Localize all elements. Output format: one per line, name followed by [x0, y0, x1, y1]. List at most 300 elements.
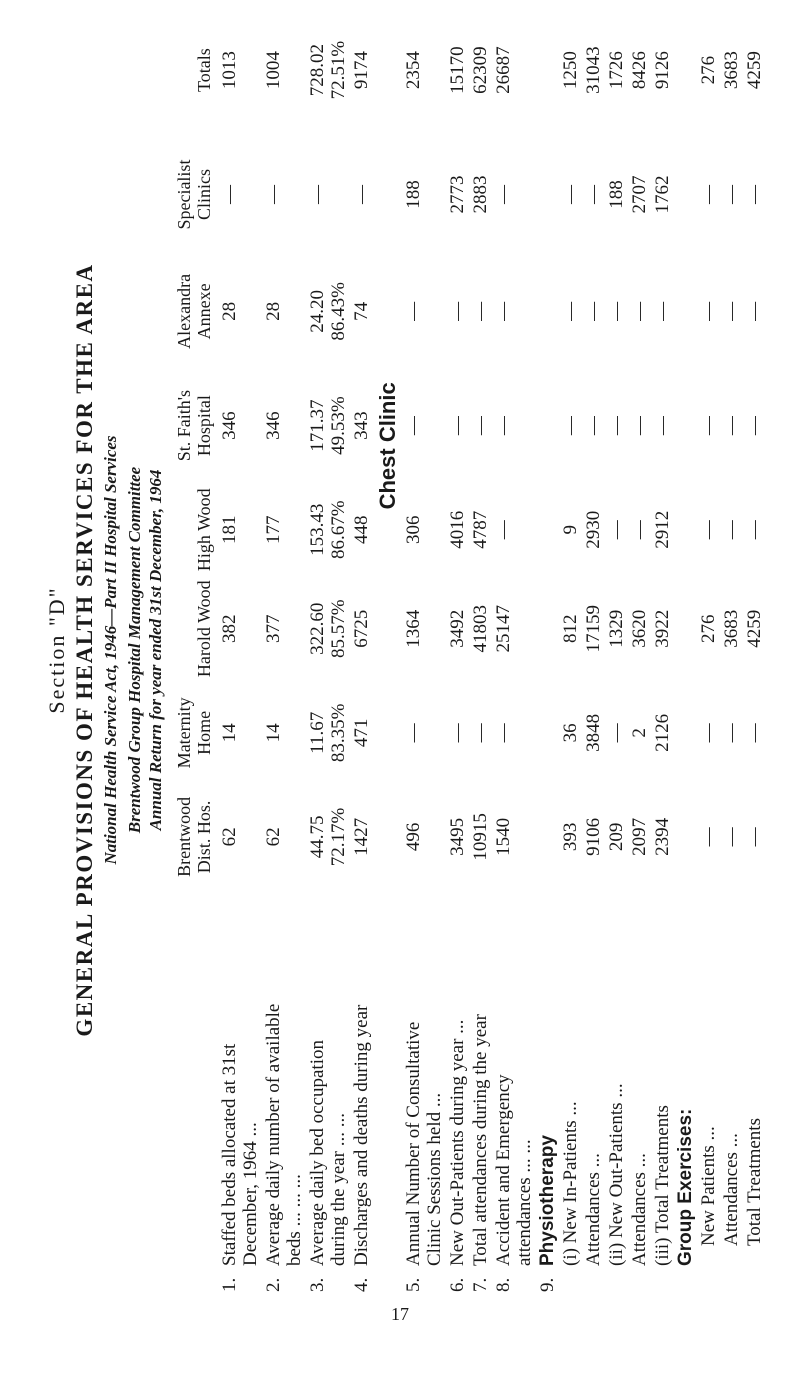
- row-label-line: Staffed beds allocated at 31st: [219, 1043, 240, 1266]
- cell-value: 1250: [560, 51, 581, 90]
- cell-line: —: [403, 416, 424, 436]
- cell-value: —: [583, 416, 604, 436]
- cell-line: 1427: [351, 817, 372, 856]
- cell-line: —: [263, 185, 284, 205]
- cell-value: —: [698, 723, 719, 743]
- cell-value: [469, 4, 492, 136]
- cell-value: [492, 136, 536, 253]
- cell-line: —: [493, 723, 514, 743]
- cell-value: [446, 136, 469, 253]
- cell-line: 62: [263, 827, 284, 847]
- row-label-line: Discharges and deaths during year: [351, 1004, 372, 1266]
- cell-line: —: [307, 185, 328, 205]
- cell-value: [402, 680, 446, 787]
- cell-line: —: [447, 301, 468, 321]
- table-row: [446, 4, 469, 1294]
- cell-value: —: [744, 520, 765, 540]
- row-label-line: Annual Number of Consultative: [403, 1021, 424, 1266]
- row-label: [628, 888, 651, 1294]
- cell-line: 28: [263, 301, 284, 321]
- cell-line: 85.57%: [328, 599, 349, 659]
- cell-line: 49.53%: [328, 396, 349, 455]
- row-label: [605, 888, 628, 1294]
- cell-value: —: [721, 520, 742, 540]
- cell-value: [446, 481, 469, 577]
- cell-value: —: [698, 185, 719, 205]
- cell-line: —: [403, 723, 424, 743]
- cell-value: —: [606, 301, 627, 321]
- row-label-line: during the year ... ...: [328, 1112, 349, 1266]
- empty-cell: [536, 370, 559, 482]
- cell-value: 2097: [629, 817, 650, 856]
- cell-value: [262, 786, 306, 888]
- cell-value: [218, 136, 262, 253]
- cell-line: 86.43%: [328, 282, 349, 341]
- row-label-line: Accident and Emergency: [493, 1074, 514, 1266]
- cell-value: [306, 4, 350, 136]
- cell-line: —: [351, 185, 372, 205]
- cell-value: 393: [560, 822, 581, 852]
- cell-value: 17159: [583, 604, 604, 653]
- row-label-line: Attendances ...: [721, 1133, 742, 1246]
- empty-cell: [674, 136, 697, 253]
- table-row: [350, 4, 373, 1294]
- cell-line: 74: [351, 301, 372, 321]
- cell-value: 2707: [629, 175, 650, 214]
- cell-line: 1013: [219, 51, 240, 90]
- cell-value: [306, 253, 350, 370]
- cell-line: 62: [219, 827, 240, 847]
- cell-value: [469, 578, 492, 680]
- table-row: [262, 4, 306, 1294]
- cell-value: [469, 680, 492, 787]
- cell-line: 382: [219, 614, 240, 643]
- cell-line: 4787: [470, 510, 491, 549]
- cell-line: 346: [219, 411, 240, 440]
- row-label-line: Average daily bed occupation: [307, 1040, 328, 1266]
- cell-value: [492, 680, 536, 787]
- cell-line: 14: [263, 723, 284, 743]
- row-label: [262, 888, 306, 1294]
- cell-value: —: [560, 416, 581, 436]
- cell-value: [492, 786, 536, 888]
- cell-value: 1726: [606, 51, 627, 90]
- cell-line: 471: [351, 718, 372, 748]
- committee-name: Brentwood Group Hospital Management Committee: [125, 466, 144, 834]
- cell-line: 346: [263, 411, 284, 440]
- cell-value: [262, 253, 306, 370]
- cell-value: —: [652, 416, 673, 436]
- table-row: [402, 4, 446, 1294]
- title-block: [44, 0, 166, 1300]
- cell-line: 1004: [263, 51, 284, 90]
- cell-value: 2912: [652, 510, 673, 549]
- row-label: [218, 888, 262, 1294]
- cell-value: 3922: [652, 609, 673, 648]
- cell-value: 2126: [652, 713, 673, 752]
- cell-line: —: [403, 301, 424, 321]
- cell-line: 448: [351, 515, 372, 544]
- cell-value: [262, 136, 306, 253]
- cell-value: [262, 370, 306, 482]
- row-number: 6.: [447, 1277, 468, 1292]
- physiotherapy-statistics: [536, 4, 766, 1294]
- cell-value: [262, 578, 306, 680]
- cell-value: —: [698, 827, 719, 847]
- cell-line: —: [219, 185, 240, 205]
- row-label: [402, 888, 446, 1294]
- cell-value: —: [721, 416, 742, 436]
- cell-value: 9106: [583, 817, 604, 856]
- cell-value: —: [629, 520, 650, 540]
- row-label: [469, 888, 492, 1294]
- cell-value: [492, 578, 536, 680]
- row-number: 1.: [219, 1277, 240, 1292]
- cell-line: 72.17%: [328, 807, 349, 867]
- cell-value: —: [560, 185, 581, 205]
- row-label-line: attendances ... ...: [514, 1139, 535, 1266]
- cell-value: [306, 481, 350, 577]
- cell-value: [492, 253, 536, 370]
- cell-value: —: [583, 185, 604, 205]
- cell-value: [469, 481, 492, 577]
- cell-value: —: [560, 301, 581, 321]
- cell-value: 3620: [629, 609, 650, 648]
- cell-value: [402, 253, 446, 370]
- cell-value: [402, 578, 446, 680]
- cell-line: 181: [219, 515, 240, 544]
- row-number: 4.: [351, 1277, 372, 1292]
- outpatient-statistics: [402, 4, 536, 1294]
- row-label-line: New Out-Patients during year ...: [447, 1019, 468, 1266]
- col-header: Harold Wood: [194, 580, 214, 678]
- cell-value: 9126: [652, 51, 673, 90]
- cell-line: 2773: [447, 175, 468, 214]
- empty-cell: [536, 680, 559, 787]
- cell-value: —: [606, 723, 627, 743]
- table-row: [469, 4, 492, 1294]
- cell-line: —: [493, 520, 514, 540]
- cell-line: 44.75: [307, 815, 328, 859]
- cell-line: 86.67%: [328, 500, 349, 559]
- cell-value: [218, 786, 262, 888]
- row-label-line: beds ... ... ...: [284, 1174, 305, 1266]
- cell-value: [402, 481, 446, 577]
- cell-value: —: [744, 827, 765, 847]
- document-title: GENERAL PROVISIONS OF HEALTH SERVICES FOR THE AREA: [72, 263, 97, 1037]
- column-header-row: [174, 4, 218, 1294]
- cell-value: [306, 136, 350, 253]
- row-label: [582, 888, 605, 1294]
- cell-value: —: [744, 301, 765, 321]
- empty-cell: [674, 4, 697, 136]
- cell-line: 3492: [447, 609, 468, 648]
- cell-line: 188: [403, 180, 424, 209]
- cell-value: —: [744, 723, 765, 743]
- cell-value: —: [698, 520, 719, 540]
- cell-line: 2883: [470, 175, 491, 214]
- cell-value: [469, 136, 492, 253]
- physio-heading-row: [536, 4, 559, 1294]
- cell-value: [218, 4, 262, 136]
- cell-value: —: [721, 185, 742, 205]
- cell-line: 4016: [447, 510, 468, 549]
- cell-value: [446, 4, 469, 136]
- cell-line: —: [447, 416, 468, 436]
- cell-value: [492, 481, 536, 577]
- cell-value: 812: [560, 614, 581, 643]
- cell-line: 1540: [493, 817, 514, 856]
- cell-line: —: [470, 301, 491, 321]
- cell-line: 171.37: [307, 399, 328, 452]
- cell-line: 24.20: [307, 289, 328, 333]
- group-heading-row: [674, 4, 697, 1294]
- cell-line: 14: [219, 723, 240, 743]
- row-label: [492, 888, 536, 1294]
- col-header: St. Faith's Hospital: [174, 389, 214, 462]
- row-number: 2.: [263, 1277, 284, 1292]
- chest-clinic-section: [373, 4, 402, 1294]
- cell-value: [402, 786, 446, 888]
- row-label: [559, 888, 582, 1294]
- chest-clinic-heading: Chest Clinic: [375, 382, 400, 510]
- cell-value: [350, 680, 373, 787]
- table-row: [306, 4, 350, 1294]
- cell-line: 11.67: [307, 711, 328, 754]
- cell-line: 9174: [351, 51, 372, 90]
- cell-value: [469, 786, 492, 888]
- cell-value: [262, 680, 306, 787]
- col-header: Brentwood Dist. Hos.: [174, 796, 214, 877]
- empty-cell: [536, 578, 559, 680]
- row-label: [350, 888, 373, 1294]
- cell-value: [446, 680, 469, 787]
- cell-value: [350, 4, 373, 136]
- return-period: Annual Return for year ended 31st December, 1964: [146, 469, 165, 831]
- cell-line: 322.60: [307, 602, 328, 655]
- hospital-return-table: [174, 4, 766, 1294]
- section-label: Section "D": [44, 586, 69, 714]
- cell-value: 4259: [744, 51, 765, 90]
- cell-value: —: [744, 416, 765, 436]
- cell-line: 1364: [403, 609, 424, 648]
- cell-value: —: [721, 723, 742, 743]
- cell-value: [402, 4, 446, 136]
- cell-value: [218, 680, 262, 787]
- cell-line: —: [470, 723, 491, 743]
- row-label-line: New Patients ...: [698, 1126, 719, 1246]
- table-row: [720, 4, 743, 1294]
- row-label: [446, 888, 469, 1294]
- row-label-line: December, 1964 ...: [240, 1122, 261, 1266]
- row-number: 8.: [493, 1277, 514, 1292]
- table-row: [697, 4, 720, 1294]
- cell-value: [402, 136, 446, 253]
- row-label: [651, 888, 674, 1294]
- cell-value: [350, 253, 373, 370]
- col-header: Alexandra Annexe: [174, 273, 214, 349]
- row-label-line: Average daily number of available: [263, 1003, 284, 1266]
- physio-title: Physiotherapy: [537, 1135, 558, 1266]
- cell-value: [262, 4, 306, 136]
- row-label-line: Clinic Sessions held ...: [424, 1092, 445, 1266]
- row-number: 3.: [307, 1277, 328, 1292]
- row-label-line: Attendances ...: [629, 1153, 650, 1266]
- row-number: 9.: [537, 1277, 558, 1292]
- cell-value: 2: [629, 728, 650, 738]
- cell-value: [218, 253, 262, 370]
- cell-line: 62309: [470, 46, 491, 94]
- col-header: High Wood: [194, 488, 214, 572]
- cell-value: —: [606, 416, 627, 436]
- cell-line: 72.51%: [328, 40, 349, 100]
- cell-value: 31043: [583, 46, 604, 94]
- cell-value: —: [629, 416, 650, 436]
- cell-line: —: [447, 723, 468, 743]
- empty-cell: [674, 578, 697, 680]
- cell-value: 276: [698, 614, 719, 643]
- cell-value: —: [721, 827, 742, 847]
- cell-line: —: [470, 416, 491, 436]
- cell-value: [492, 4, 536, 136]
- empty-cell: [674, 786, 697, 888]
- cell-value: [446, 253, 469, 370]
- cell-line: 377: [263, 614, 284, 643]
- row-label-line: Total Treatments: [744, 1118, 765, 1246]
- table-row: [605, 4, 628, 1294]
- cell-value: [492, 370, 536, 482]
- cell-value: 1762: [652, 175, 673, 214]
- group-title: Group Exercises:: [675, 1108, 696, 1266]
- cell-value: 209: [606, 822, 627, 852]
- row-label-line: (iii) Total Treatments: [652, 1105, 673, 1266]
- cell-line: 26687: [493, 46, 514, 94]
- empty-cell: [536, 253, 559, 370]
- cell-line: 41803: [470, 604, 491, 653]
- rotated-page: [40, 0, 765, 1300]
- empty-cell: [674, 680, 697, 787]
- bed-statistics: [218, 4, 373, 1294]
- cell-value: [469, 253, 492, 370]
- cell-value: 1329: [606, 609, 627, 648]
- cell-value: 2394: [652, 817, 673, 856]
- empty-cell: [674, 253, 697, 370]
- cell-value: 3683: [721, 51, 742, 90]
- empty-cell: [674, 370, 697, 482]
- cell-value: [218, 578, 262, 680]
- cell-value: [446, 370, 469, 482]
- cell-value: [446, 786, 469, 888]
- cell-value: [306, 786, 350, 888]
- col-header: Totals: [194, 48, 214, 92]
- table-row: [218, 4, 262, 1294]
- row-label-line: (i) New In-Patients ...: [560, 1101, 581, 1266]
- cell-value: 8426: [629, 51, 650, 90]
- document-subtitle: National Health Service Act, 1946—Part II Hospital Services: [101, 435, 120, 865]
- label-header: [174, 888, 218, 1294]
- table-row: [651, 4, 674, 1294]
- cell-line: 15170: [447, 46, 468, 94]
- cell-line: 306: [403, 515, 424, 544]
- cell-value: [350, 370, 373, 482]
- cell-value: 3848: [583, 713, 604, 752]
- cell-value: [350, 481, 373, 577]
- cell-line: —: [493, 185, 514, 205]
- cell-value: —: [606, 520, 627, 540]
- cell-value: 9: [560, 524, 581, 535]
- col-header: Maternity Home: [174, 697, 214, 769]
- cell-value: [306, 680, 350, 787]
- cell-value: [306, 578, 350, 680]
- cell-value: [306, 370, 350, 482]
- group-heading: [674, 888, 697, 1294]
- empty-cell: [536, 4, 559, 136]
- cell-line: 28: [219, 301, 240, 321]
- empty-cell: [536, 481, 559, 577]
- cell-value: [402, 370, 446, 482]
- cell-value: 4259: [744, 609, 765, 648]
- empty-cell: [536, 136, 559, 253]
- cell-line: —: [493, 301, 514, 321]
- cell-value: [469, 370, 492, 482]
- cell-line: 153.43: [307, 503, 328, 556]
- cell-value: [446, 578, 469, 680]
- row-label: [306, 888, 350, 1294]
- cell-line: 10915: [470, 813, 491, 861]
- cell-value: —: [744, 185, 765, 205]
- cell-value: 276: [698, 55, 719, 85]
- cell-value: —: [583, 301, 604, 321]
- table-row: [492, 4, 536, 1294]
- table-row: [628, 4, 651, 1294]
- cell-line: —: [493, 416, 514, 436]
- row-label: [697, 888, 720, 1294]
- cell-line: 496: [403, 822, 424, 852]
- cell-value: 36: [560, 723, 581, 743]
- cell-value: 2930: [583, 510, 604, 549]
- cell-value: [218, 370, 262, 482]
- col-header: Specialist Clinics: [174, 159, 214, 230]
- cell-value: —: [698, 416, 719, 436]
- page-number: 17: [391, 1304, 409, 1324]
- empty-cell: [674, 481, 697, 577]
- row-label: [743, 888, 766, 1294]
- cell-line: 83.35%: [328, 703, 349, 763]
- row-label: [720, 888, 743, 1294]
- empty-cell: [536, 786, 559, 888]
- table-row: [559, 4, 582, 1294]
- row-label-line: Total attendances during the year: [470, 1014, 491, 1266]
- cell-value: [350, 786, 373, 888]
- cell-value: [218, 481, 262, 577]
- cell-value: [350, 136, 373, 253]
- physio-heading: [536, 888, 559, 1294]
- cell-line: 177: [263, 515, 284, 544]
- cell-value: —: [652, 301, 673, 321]
- cell-line: 6725: [351, 609, 372, 648]
- cell-line: 343: [351, 411, 372, 440]
- cell-value: —: [629, 301, 650, 321]
- cell-line: 728.02: [307, 43, 328, 97]
- cell-line: 3495: [447, 817, 468, 856]
- row-number: 5.: [403, 1277, 424, 1292]
- cell-value: 3683: [721, 609, 742, 648]
- cell-value: —: [721, 301, 742, 321]
- cell-value: [262, 481, 306, 577]
- cell-value: —: [698, 301, 719, 321]
- row-number: 7.: [470, 1277, 491, 1292]
- table-row: [743, 4, 766, 1294]
